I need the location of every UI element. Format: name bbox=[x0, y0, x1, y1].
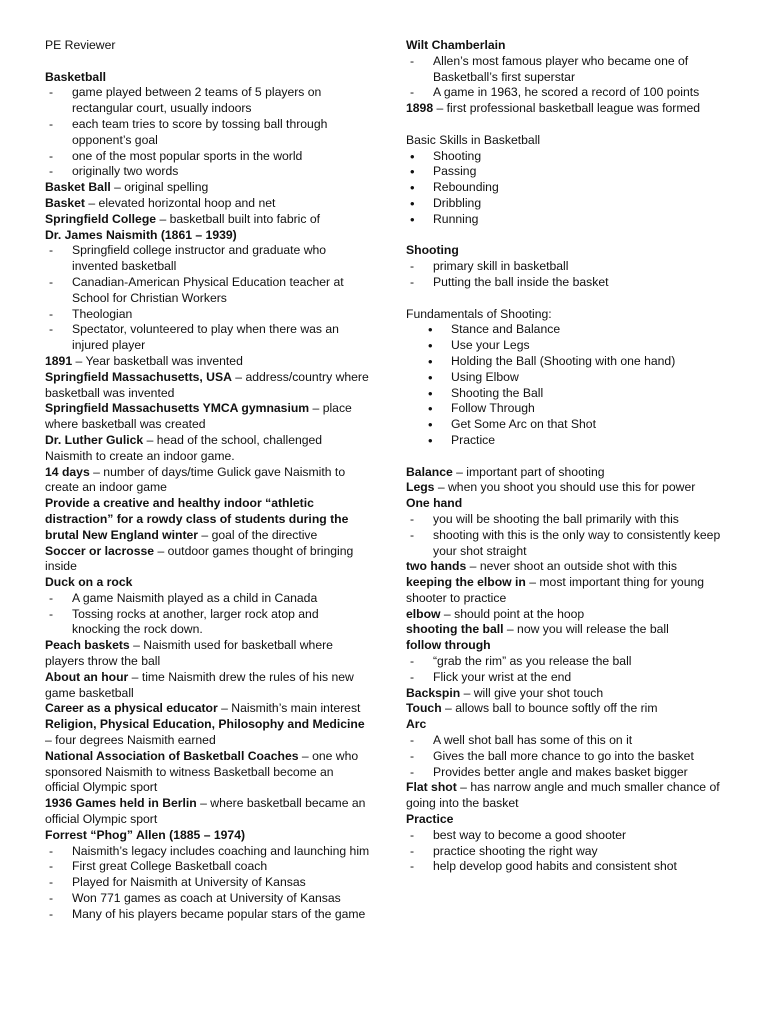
definition bbox=[45, 401, 370, 433]
follow-list bbox=[406, 654, 728, 686]
def: – four degrees Naismith earned bbox=[45, 733, 216, 748]
shooting-list bbox=[406, 259, 728, 291]
definition bbox=[406, 465, 728, 481]
term: National Association of Basketball Coaches bbox=[45, 748, 299, 763]
list-item: • Shooting bbox=[406, 149, 728, 165]
term: Backspin bbox=[406, 685, 461, 700]
shooting-heading: Shooting bbox=[406, 243, 459, 258]
duck-list bbox=[45, 591, 370, 638]
def: – Naismith used for basketball where players throw the ball bbox=[45, 638, 333, 669]
basketball-list bbox=[45, 85, 370, 180]
practice-list bbox=[406, 828, 728, 875]
allen-list bbox=[45, 844, 370, 923]
basic-skills-list bbox=[406, 149, 728, 228]
naismith-heading: Dr. James Naismith (1861 – 1939) bbox=[45, 227, 237, 242]
definition bbox=[406, 622, 728, 638]
definition bbox=[406, 559, 728, 575]
list-item: - Many of his players became popular stars of the game bbox=[45, 907, 370, 923]
definition bbox=[45, 796, 370, 828]
fundamentals-heading: Fundamentals of Shooting: bbox=[406, 306, 552, 321]
term: two hands bbox=[406, 559, 467, 574]
term: Provide a creative and healthy indoor “athletic distraction” for a rowdy class of students during the brutal New England winter bbox=[45, 496, 349, 542]
list-item: • Follow Through bbox=[406, 401, 728, 417]
definition bbox=[406, 780, 728, 812]
list-item: - Theologian bbox=[45, 307, 370, 323]
list-item: - Won 771 games as coach at University of Kansas bbox=[45, 891, 370, 907]
list-item: • Get Some Arc on that Shot bbox=[406, 417, 728, 433]
basic-skills-heading: Basic Skills in Basketball bbox=[406, 132, 541, 147]
definition bbox=[45, 701, 370, 717]
term: 1936 Games held in Berlin bbox=[45, 796, 197, 811]
list-item: - Played for Naismith at University of Kansas bbox=[45, 875, 370, 891]
list-item: • Dribbling bbox=[406, 196, 728, 212]
def: – address/country where basketball was invented bbox=[45, 369, 369, 400]
term: Balance bbox=[406, 464, 453, 479]
term: keeping the elbow in bbox=[406, 575, 526, 590]
definition bbox=[45, 670, 370, 702]
term: 1898 bbox=[406, 101, 434, 116]
definition bbox=[45, 180, 370, 196]
def: – important part of shooting bbox=[452, 464, 605, 479]
naismith-list bbox=[45, 243, 370, 354]
list-item: • Running bbox=[406, 212, 728, 228]
basketball-heading: Basketball bbox=[45, 69, 106, 84]
term: Basket bbox=[45, 195, 85, 210]
list-item: - Provides better angle and makes basket bigger bbox=[406, 765, 728, 781]
list-item: - game played between 2 teams of 5 players on rectangular court, usually indoors bbox=[45, 85, 370, 117]
doc-title: PE Reviewer bbox=[45, 38, 116, 52]
list-item: - primary skill in basketball bbox=[406, 259, 728, 275]
def: – goal of the directive bbox=[198, 527, 318, 542]
arc-heading: Arc bbox=[406, 717, 427, 732]
follow-heading: follow through bbox=[406, 638, 491, 653]
term: Career as a physical educator bbox=[45, 701, 218, 716]
def: – Naismith’s main interest bbox=[217, 701, 361, 716]
arc-list bbox=[406, 733, 728, 780]
definition bbox=[45, 433, 370, 465]
term: Flat shot bbox=[406, 780, 457, 795]
fundamentals-list bbox=[406, 322, 728, 448]
list-item: • Passing bbox=[406, 164, 728, 180]
list-item: - you will be shooting the ball primarily with this bbox=[406, 512, 728, 528]
wilt-list bbox=[406, 54, 728, 101]
def: – first professional basketball league was formed bbox=[433, 101, 701, 116]
def: – should point at the hoop bbox=[440, 606, 585, 621]
list-item: - one of the most popular sports in the world bbox=[45, 149, 370, 165]
term: Springfield College bbox=[45, 211, 157, 226]
definition bbox=[45, 465, 370, 497]
list-item: - First great College Basketball coach bbox=[45, 859, 370, 875]
list-item: - Springfield college instructor and graduate who invented basketball bbox=[45, 243, 370, 275]
list-item: - best way to become a good shooter bbox=[406, 828, 728, 844]
list-item: - shooting with this is the only way to consistently keep your shot straight bbox=[406, 528, 728, 560]
def: – time Naismith drew the rules of his new game basketball bbox=[45, 669, 354, 700]
list-item: - Canadian-American Physical Education teacher at School for Christian Workers bbox=[45, 275, 370, 307]
def: – most important thing for young shooter to practice bbox=[406, 575, 705, 605]
list-item: - “grab the rim” as you release the ball bbox=[406, 654, 728, 670]
def: – will give your shot touch bbox=[460, 685, 604, 700]
left-column bbox=[45, 38, 370, 923]
right-column bbox=[406, 38, 728, 875]
list-item: - Spectator, volunteered to play when there was an injured player bbox=[45, 322, 370, 354]
term: Dr. Luther Gulick bbox=[45, 432, 144, 447]
definition bbox=[406, 686, 728, 702]
list-item: - each team tries to score by tossing ball through opponent’s goal bbox=[45, 117, 370, 149]
term: elbow bbox=[406, 606, 441, 621]
practice-heading: Practice bbox=[406, 812, 454, 827]
term: About an hour bbox=[45, 669, 129, 684]
definition bbox=[45, 212, 370, 228]
def: – number of days/time Gulick gave Naismith to create an indoor game bbox=[45, 464, 346, 495]
list-item: - A game Naismith played as a child in Canada bbox=[45, 591, 370, 607]
term: Springfield Massachusetts, USA bbox=[45, 369, 232, 384]
list-item: - practice shooting the right way bbox=[406, 844, 728, 860]
duck-heading: Duck on a rock bbox=[45, 575, 133, 590]
def: – has narrow angle and much smaller chance of going into the basket bbox=[406, 780, 720, 811]
definition bbox=[406, 480, 728, 496]
def: – when you shoot you should use this for power bbox=[434, 480, 696, 495]
term: Peach baskets bbox=[45, 638, 130, 653]
definition bbox=[45, 196, 370, 212]
list-item: - help develop good habits and consistent shot bbox=[406, 859, 728, 875]
list-item: - A well shot ball has some of this on it bbox=[406, 733, 728, 749]
def: – Year basketball was invented bbox=[72, 353, 243, 368]
term: shooting the ball bbox=[406, 622, 504, 637]
list-item: • Practice bbox=[406, 433, 728, 449]
definition bbox=[45, 354, 370, 370]
list-item: - Flick your wrist at the end bbox=[406, 670, 728, 686]
one-hand-heading: One hand bbox=[406, 496, 463, 511]
def: – original spelling bbox=[110, 180, 209, 195]
term: Soccer or lacrosse bbox=[45, 543, 155, 558]
term: Legs bbox=[406, 480, 435, 495]
def: – allows ball to bounce softly off the rim bbox=[441, 701, 658, 716]
term: Touch bbox=[406, 701, 442, 716]
list-item: • Use your Legs bbox=[406, 338, 728, 354]
list-item: • Shooting the Ball bbox=[406, 386, 728, 402]
definition bbox=[45, 544, 370, 576]
list-item: • Using Elbow bbox=[406, 370, 728, 386]
definition bbox=[45, 717, 370, 749]
definition bbox=[406, 607, 728, 623]
allen-heading: Forrest “Phog” Allen (1885 – 1974) bbox=[45, 827, 246, 842]
definition bbox=[45, 370, 370, 402]
one-hand-list bbox=[406, 512, 728, 559]
list-item: - A game in 1963, he scored a record of 100 points bbox=[406, 85, 728, 101]
def: – basketball built into fabric of bbox=[156, 211, 321, 226]
term: Springfield Massachusetts YMCA gymnasium bbox=[45, 401, 310, 416]
list-item: - Tossing rocks at another, larger rock atop and knocking the rock down. bbox=[45, 607, 370, 639]
term: Basket Ball bbox=[45, 180, 111, 195]
def: – head of the school, challenged Naismith to create an indoor game. bbox=[45, 432, 323, 463]
def: – place where basketball was created bbox=[45, 401, 352, 432]
def: – where basketball became an official Olympic sport bbox=[45, 796, 366, 827]
def: – never shoot an outside shot with this bbox=[466, 559, 677, 574]
def: – elevated horizontal hoop and net bbox=[84, 195, 276, 210]
list-item: - originally two words bbox=[45, 164, 370, 180]
definition bbox=[45, 749, 370, 796]
def: – now you will release the ball bbox=[503, 622, 669, 637]
list-item: - Putting the ball inside the basket bbox=[406, 275, 728, 291]
list-item: • Rebounding bbox=[406, 180, 728, 196]
def: – outdoor games thought of bringing inside bbox=[45, 543, 354, 574]
list-item: - Naismith’s legacy includes coaching and launching him bbox=[45, 844, 370, 860]
term: 1891 bbox=[45, 353, 73, 368]
definition bbox=[406, 101, 728, 117]
def: – one who sponsored Naismith to witness Basketball become an official Olympic sport bbox=[45, 748, 359, 795]
definition bbox=[45, 638, 370, 670]
list-item: - Gives the ball more chance to go into the basket bbox=[406, 749, 728, 765]
definition bbox=[45, 496, 370, 543]
term: 14 days bbox=[45, 464, 90, 479]
list-item: - Allen’s most famous player who became one of Basketball’s first superstar bbox=[406, 54, 728, 86]
definition bbox=[406, 701, 728, 717]
list-item: • Stance and Balance bbox=[406, 322, 728, 338]
term: Religion, Physical Education, Philosophy and Medicine bbox=[45, 717, 365, 732]
wilt-heading: Wilt Chamberlain bbox=[406, 38, 506, 52]
list-item: • Holding the Ball (Shooting with one hand) bbox=[406, 354, 728, 370]
definition bbox=[406, 575, 728, 607]
